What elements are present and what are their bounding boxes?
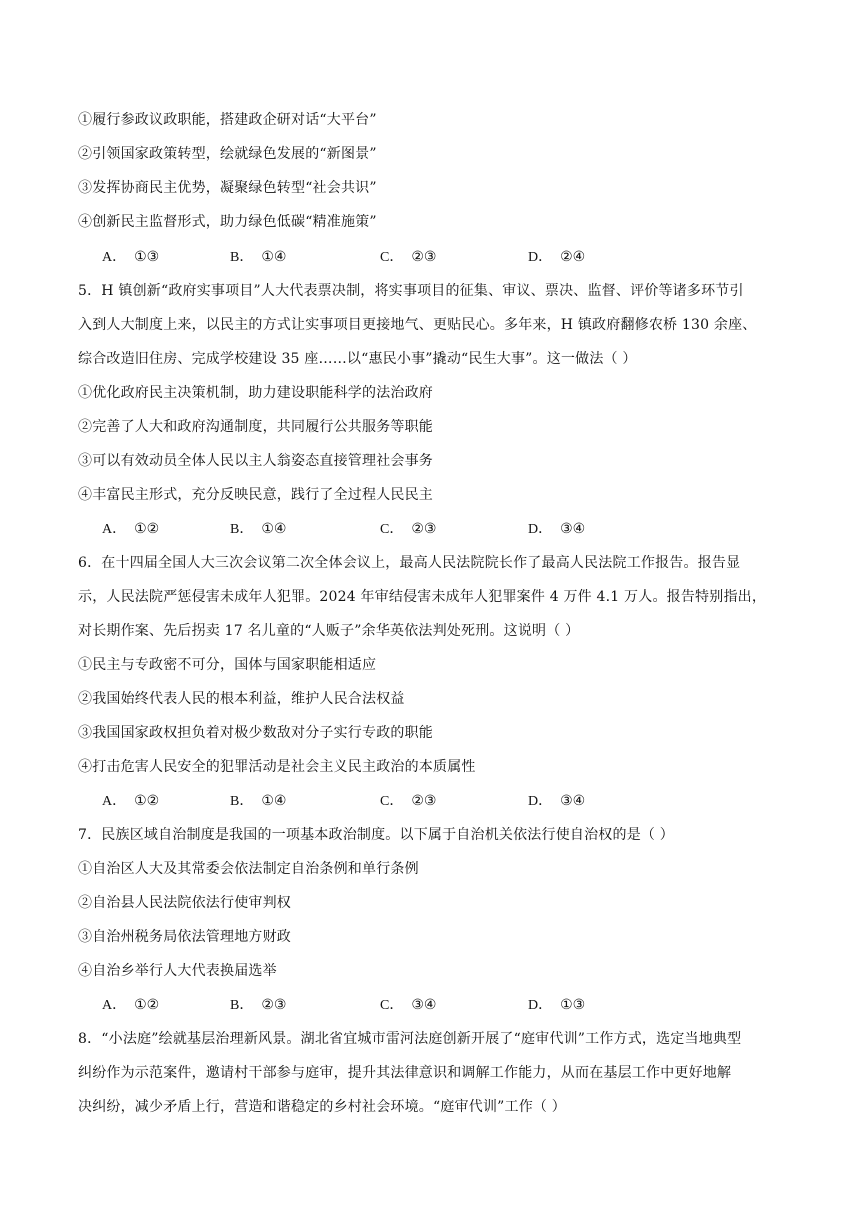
q5-item-1: ①优化政府民主决策机制，助力建设职能科学的法治政府	[78, 385, 433, 401]
q4-option-a: A． ①③	[102, 249, 160, 265]
q6-item-4: ④打击危害人民安全的犯罪活动是社会主义民主政治的本质属性	[78, 759, 476, 775]
q6-stem-line-1: 6．在十四届全国人大三次会议第二次全体会议上，最高人民法院院长作了最高人民法院工作报告。报告显	[78, 555, 741, 571]
q6-option-c: C． ②③	[380, 793, 437, 809]
q5-item-4: ④丰富民主形式，充分反映民意，践行了全过程人民民主	[78, 487, 433, 503]
q5-item-2: ②完善了人大和政府沟通制度，共同履行公共服务等职能	[78, 419, 433, 435]
q5-stem-line-3: 综合改造旧住房、完成学校建设 35 座……以“惠民小事”撬动“民生大事”。这一做法（ ）	[78, 351, 637, 367]
q7-item-3: ③自治州税务局依法管理地方财政	[78, 929, 291, 945]
q5-option-a: A． ①②	[102, 521, 160, 537]
q8-stem-line-2: 纠纷作为示范案件，邀请村干部参与庭审，提升其法律意识和调解工作能力，从而在基层工作中更好地解	[78, 1065, 732, 1081]
q7-option-b: B． ②③	[230, 997, 287, 1013]
q5-option-d: D． ③④	[528, 521, 586, 537]
q4-item-4: ④创新民主监督形式，助力绿色低碳“精准施策”	[78, 214, 377, 230]
q6-item-2: ②我国始终代表人民的根本利益，维护人民合法权益	[78, 691, 405, 707]
q8-stem-line-1: 8．“小法庭”绘就基层治理新风景。湖北省宜城市雷河法庭创新开展了“庭审代训”工作方式，选定当地典型	[78, 1031, 742, 1047]
q8-stem-line-3: 决纠纷，减少矛盾上行，营造和谐稳定的乡村社会环境。“庭审代训”工作（ ）	[78, 1099, 566, 1115]
q4-item-3: ③发挥协商民主优势，凝聚绿色转型“社会共识”	[78, 180, 377, 196]
q4-option-b: B． ①④	[230, 249, 287, 265]
q6-item-1: ①民主与专政密不可分，国体与国家职能相适应	[78, 657, 377, 673]
q7-item-1: ①自治区人大及其常委会依法制定自治条例和单行条例	[78, 861, 419, 877]
q5-option-c: C． ②③	[380, 521, 437, 537]
q6-stem-line-2: 示，人民法院严惩侵害未成年人犯罪。2024 年审结侵害未成年人犯罪案件 4 万件 4.1 万人。报告特别指出，	[78, 589, 767, 605]
q7-stem-line-1: 7．民族区域自治制度是我国的一项基本政治制度。以下属于自治机关依法行使自治权的是（ ）	[78, 827, 674, 843]
q7-item-4: ④自治乡举行人大代表换届选举	[78, 963, 277, 979]
q5-item-3: ③可以有效动员全体人民以主人翁姿态直接管理社会事务	[78, 453, 433, 469]
q4-item-1: ①履行参政议政职能，搭建政企研对话“大平台”	[78, 112, 377, 128]
q7-option-c: C． ③④	[380, 997, 437, 1013]
q5-option-b: B． ①④	[230, 521, 287, 537]
q7-item-2: ②自治县人民法院依法行使审判权	[78, 895, 291, 911]
q7-option-a: A． ①②	[102, 997, 160, 1013]
q4-item-2: ②引领国家政策转型，绘就绿色发展的“新图景”	[78, 146, 377, 162]
q6-stem-line-3: 对长期作案、先后拐卖 17 名儿童的“人贩子”余华英依法判处死刑。这说明（ ）	[78, 623, 580, 639]
q5-stem-line-1: 5．H 镇创新“政府实事项目”人大代表票决制，将实事项目的征集、审议、票决、监督、评价等诸多环节引	[78, 283, 744, 299]
q6-option-b: B． ①④	[230, 793, 287, 809]
q7-option-d: D． ①③	[528, 997, 586, 1013]
q4-option-c: C． ②③	[380, 249, 437, 265]
q6-option-d: D． ③④	[528, 793, 586, 809]
q5-stem-line-2: 入到人大制度上来，以民主的方式让实事项目更接地气、更贴民心。多年来，H 镇政府翻修农桥 130 余座、	[78, 317, 757, 333]
q6-item-3: ③我国国家政权担负着对极少数敌对分子实行专政的职能	[78, 725, 433, 741]
q6-option-a: A． ①②	[102, 793, 160, 809]
q4-option-d: D． ②④	[528, 249, 586, 265]
